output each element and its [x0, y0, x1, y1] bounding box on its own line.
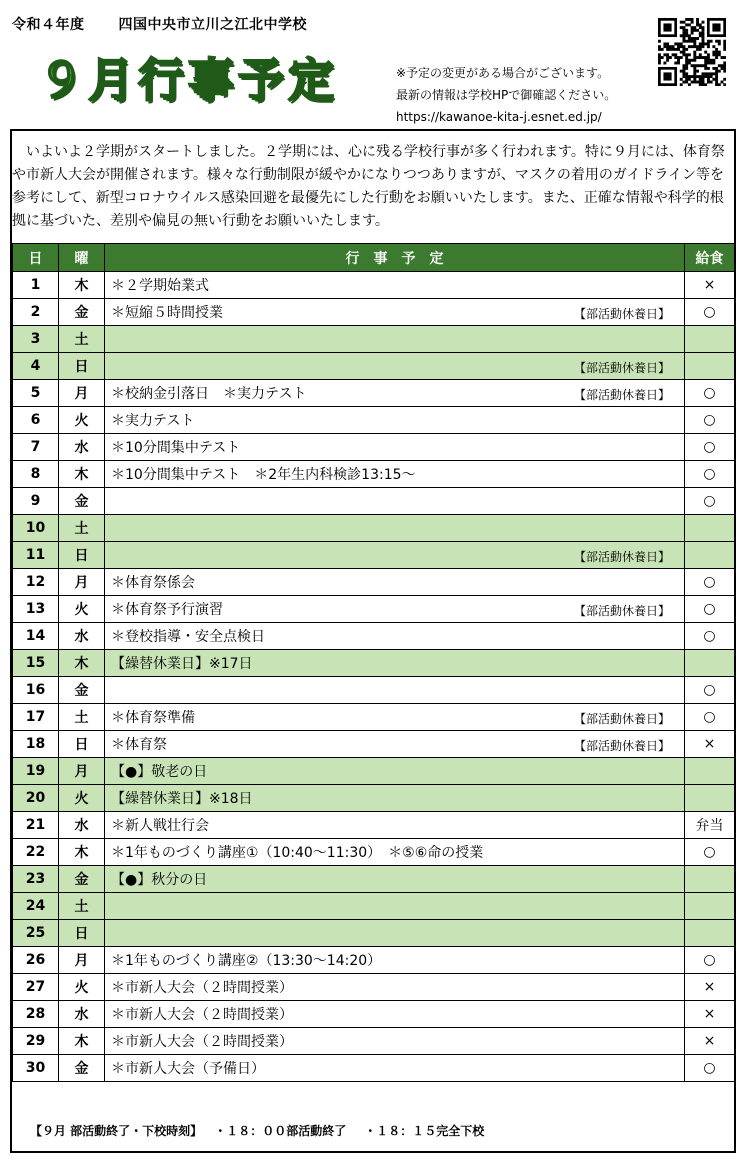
day-cell: 15 — [13, 650, 59, 677]
day-cell: 24 — [13, 893, 59, 920]
event-text: 【●】敬老の日 — [111, 764, 208, 780]
lunch-cell: ○ — [685, 839, 735, 866]
weekday-cell: 木 — [59, 1028, 105, 1055]
lunch-cell: ○ — [685, 947, 735, 974]
event-cell — [105, 866, 685, 893]
lunch-cell: ○ — [685, 704, 735, 731]
event-cell — [105, 380, 685, 407]
table-row — [13, 758, 735, 785]
lunch-cell — [685, 758, 735, 785]
event-text: ＊1年ものづくり講座②（13:30～14:20） — [111, 953, 382, 969]
event-cell — [105, 893, 685, 920]
header-event: 行 事 予 定 — [105, 244, 685, 272]
table-row — [13, 704, 735, 731]
notice-change: ※予定の変更がある場合がございます。 — [396, 66, 610, 80]
lunch-cell: ○ — [685, 569, 735, 596]
event-cell — [105, 434, 685, 461]
event-cell — [105, 542, 685, 569]
event-text: ＊体育祭準備 — [111, 710, 195, 726]
weekday-cell: 金 — [59, 866, 105, 893]
table-row — [13, 677, 735, 704]
weekday-cell: 月 — [59, 758, 105, 785]
event-cell — [105, 758, 685, 785]
event-cell — [105, 1028, 685, 1055]
lunch-cell — [685, 785, 735, 812]
header-weekday: 曜 — [59, 244, 105, 272]
table-row — [13, 434, 735, 461]
lunch-cell: ○ — [685, 407, 735, 434]
event-cell — [105, 623, 685, 650]
weekday-cell: 木 — [59, 272, 105, 299]
event-text: ＊校納金引落日 ＊実力テスト — [111, 386, 307, 402]
table-row — [13, 920, 735, 947]
weekday-cell: 金 — [59, 677, 105, 704]
table-row — [13, 1055, 735, 1082]
footer-full-leave: ・１８：１５完全下校 — [364, 1124, 485, 1138]
weekday-cell: 火 — [59, 407, 105, 434]
lunch-cell: × — [685, 1028, 735, 1055]
lunch-cell: × — [685, 731, 735, 758]
weekday-cell: 日 — [59, 353, 105, 380]
table-row — [13, 542, 735, 569]
event-cell — [105, 515, 685, 542]
table-row — [13, 407, 735, 434]
school-name: 四国中央市立川之江北中学校 — [118, 17, 307, 33]
weekday-cell: 金 — [59, 299, 105, 326]
table-row — [13, 1001, 735, 1028]
day-cell: 16 — [13, 677, 59, 704]
event-cell — [105, 272, 685, 299]
day-cell: 26 — [13, 947, 59, 974]
weekday-cell: 月 — [59, 380, 105, 407]
table-row — [13, 596, 735, 623]
lunch-cell — [685, 866, 735, 893]
table-row — [13, 569, 735, 596]
day-cell: 28 — [13, 1001, 59, 1028]
club-rest-note: 【部活動休養日】 — [573, 361, 670, 375]
day-cell: 17 — [13, 704, 59, 731]
weekday-cell: 土 — [59, 704, 105, 731]
weekday-cell: 金 — [59, 488, 105, 515]
lunch-cell: ○ — [685, 596, 735, 623]
schedule-table — [12, 243, 735, 1082]
event-cell — [105, 488, 685, 515]
table-row — [13, 623, 735, 650]
header-lunch: 給食 — [685, 244, 735, 272]
day-cell: 10 — [13, 515, 59, 542]
event-text: ＊体育祭予行演習 — [111, 602, 223, 618]
day-cell: 19 — [13, 758, 59, 785]
table-row — [13, 785, 735, 812]
weekday-cell: 日 — [59, 731, 105, 758]
day-cell: 13 — [13, 596, 59, 623]
weekday-cell: 日 — [59, 920, 105, 947]
event-text: ＊登校指導・安全点検日 — [111, 629, 265, 645]
event-text: ＊市新人大会（２時間授業） — [111, 1034, 293, 1050]
day-cell: 18 — [13, 731, 59, 758]
event-cell — [105, 353, 685, 380]
lunch-cell — [685, 353, 735, 380]
event-cell — [105, 650, 685, 677]
event-text: 【繰替休業日】※17日 — [111, 656, 253, 672]
lunch-cell: 弁当 — [685, 812, 735, 839]
table-row — [13, 731, 735, 758]
day-cell: 25 — [13, 920, 59, 947]
lunch-cell: ○ — [685, 1055, 735, 1082]
table-row — [13, 380, 735, 407]
page-header — [0, 0, 748, 130]
lunch-cell: ○ — [685, 434, 735, 461]
fiscal-year: 令和４年度 — [12, 17, 85, 33]
table-row — [13, 839, 735, 866]
qr-code-icon[interactable] — [658, 18, 726, 86]
event-cell — [105, 839, 685, 866]
table-row — [13, 974, 735, 1001]
day-cell: 21 — [13, 812, 59, 839]
day-cell: 20 — [13, 785, 59, 812]
weekday-cell: 月 — [59, 569, 105, 596]
footer-club-end: ・１８：００部活動終了 — [214, 1124, 347, 1138]
event-text: ＊体育祭係会 — [111, 575, 195, 591]
footer-label: 【９月 部活動終了・下校時刻】 — [30, 1124, 197, 1138]
event-text: ＊10分間集中テスト — [111, 440, 241, 456]
day-cell: 12 — [13, 569, 59, 596]
table-row — [13, 272, 735, 299]
lunch-cell: ○ — [685, 623, 735, 650]
day-cell: 3 — [13, 326, 59, 353]
weekday-cell: 火 — [59, 785, 105, 812]
footer-club-times — [12, 1111, 734, 1151]
table-row — [13, 488, 735, 515]
event-cell — [105, 785, 685, 812]
day-cell: 23 — [13, 866, 59, 893]
event-text: ＊短縮５時間授業 — [111, 305, 223, 321]
weekday-cell: 水 — [59, 434, 105, 461]
day-cell: 4 — [13, 353, 59, 380]
event-text: ＊市新人大会（予備日） — [111, 1061, 265, 1077]
event-cell — [105, 1001, 685, 1028]
lunch-cell: ○ — [685, 677, 735, 704]
lunch-cell: ○ — [685, 299, 735, 326]
day-cell: 14 — [13, 623, 59, 650]
weekday-cell: 金 — [59, 1055, 105, 1082]
event-text: ＊実力テスト — [111, 413, 195, 429]
lunch-cell — [685, 650, 735, 677]
notice — [396, 62, 616, 128]
event-cell — [105, 407, 685, 434]
table-row — [13, 947, 735, 974]
weekday-cell: 火 — [59, 596, 105, 623]
lunch-cell: × — [685, 1001, 735, 1028]
weekday-cell: 水 — [59, 1001, 105, 1028]
event-cell — [105, 731, 685, 758]
weekday-cell: 水 — [59, 623, 105, 650]
event-text: ＊1年ものづくり講座①（10:40～11:30） ＊⑤⑥命の授業 — [111, 845, 484, 861]
event-cell — [105, 704, 685, 731]
school-url[interactable]: https://kawanoe-kita-j.esnet.ed.jp/ — [396, 110, 602, 124]
weekday-cell: 火 — [59, 974, 105, 1001]
event-cell — [105, 569, 685, 596]
weekday-cell: 水 — [59, 812, 105, 839]
weekday-cell: 土 — [59, 893, 105, 920]
club-rest-note: 【部活動休養日】 — [573, 712, 670, 726]
event-text: 【●】秋分の日 — [111, 872, 208, 888]
lunch-cell: × — [685, 974, 735, 1001]
day-cell: 27 — [13, 974, 59, 1001]
event-text: ＊新人戦壮行会 — [111, 818, 209, 834]
event-cell — [105, 299, 685, 326]
table-row — [13, 866, 735, 893]
day-cell: 2 — [13, 299, 59, 326]
day-cell: 22 — [13, 839, 59, 866]
event-text: ＊市新人大会（２時間授業） — [111, 980, 293, 996]
day-cell: 29 — [13, 1028, 59, 1055]
club-rest-note: 【部活動休養日】 — [573, 388, 670, 402]
event-cell — [105, 1055, 685, 1082]
lunch-cell: ○ — [685, 488, 735, 515]
day-cell: 6 — [13, 407, 59, 434]
event-cell — [105, 326, 685, 353]
table-row — [13, 299, 735, 326]
lunch-cell — [685, 542, 735, 569]
club-rest-note: 【部活動休養日】 — [573, 604, 670, 618]
lunch-cell — [685, 515, 735, 542]
notice-check-hp: 最新の情報は学校HPで御確認ください。 — [396, 88, 617, 102]
event-text: 【繰替休業日】※18日 — [111, 791, 253, 807]
event-text: ＊２学期始業式 — [111, 278, 209, 294]
table-row — [13, 461, 735, 488]
table-row — [13, 893, 735, 920]
table-row — [13, 812, 735, 839]
table-row — [13, 353, 735, 380]
event-cell — [105, 677, 685, 704]
weekday-cell: 土 — [59, 515, 105, 542]
weekday-cell: 月 — [59, 947, 105, 974]
event-cell — [105, 812, 685, 839]
lunch-cell — [685, 920, 735, 947]
event-cell — [105, 596, 685, 623]
event-cell — [105, 974, 685, 1001]
day-cell: 9 — [13, 488, 59, 515]
page-title: ９月行事予定 — [38, 53, 338, 107]
weekday-cell: 木 — [59, 461, 105, 488]
weekday-cell: 日 — [59, 542, 105, 569]
weekday-cell: 土 — [59, 326, 105, 353]
header-day: 日 — [13, 244, 59, 272]
event-cell — [105, 920, 685, 947]
event-text: ＊体育祭 — [111, 737, 167, 753]
table-row — [13, 515, 735, 542]
event-cell — [105, 461, 685, 488]
day-cell: 1 — [13, 272, 59, 299]
event-cell — [105, 947, 685, 974]
day-cell: 8 — [13, 461, 59, 488]
lunch-cell: ○ — [685, 380, 735, 407]
club-rest-note: 【部活動休養日】 — [573, 739, 670, 753]
day-cell: 11 — [13, 542, 59, 569]
event-text: ＊市新人大会（２時間授業） — [111, 1007, 293, 1023]
school-line — [12, 14, 307, 34]
lunch-cell — [685, 893, 735, 920]
weekday-cell: 木 — [59, 650, 105, 677]
club-rest-note: 【部活動休養日】 — [573, 307, 670, 321]
table-row — [13, 326, 735, 353]
table-row — [13, 1028, 735, 1055]
table-header-row — [13, 244, 735, 272]
lunch-cell: × — [685, 272, 735, 299]
club-rest-note: 【部活動休養日】 — [573, 550, 670, 564]
day-cell: 7 — [13, 434, 59, 461]
weekday-cell: 木 — [59, 839, 105, 866]
day-cell: 5 — [13, 380, 59, 407]
lunch-cell — [685, 326, 735, 353]
table-row — [13, 650, 735, 677]
lunch-cell: ○ — [685, 461, 735, 488]
day-cell: 30 — [13, 1055, 59, 1082]
intro-text: いよいよ２学期がスタートしました。２学期には、心に残る学校行事が多く行われます。特に９月には、体育祭や市新人大会が開催されます。様々な行動制限が緩やかになりつつありますが、マスクの着用のガイドライン等を参考にして、新型コロナウイルス感染回避を最優先にした行動をお願いいたします。また、正確な情報や科学的根拠に基づいた、差別や偏見の無い行動をお願いいたします。 — [12, 144, 725, 229]
event-text: ＊10分間集中テスト ＊2年生内科検診13:15～ — [111, 467, 416, 483]
